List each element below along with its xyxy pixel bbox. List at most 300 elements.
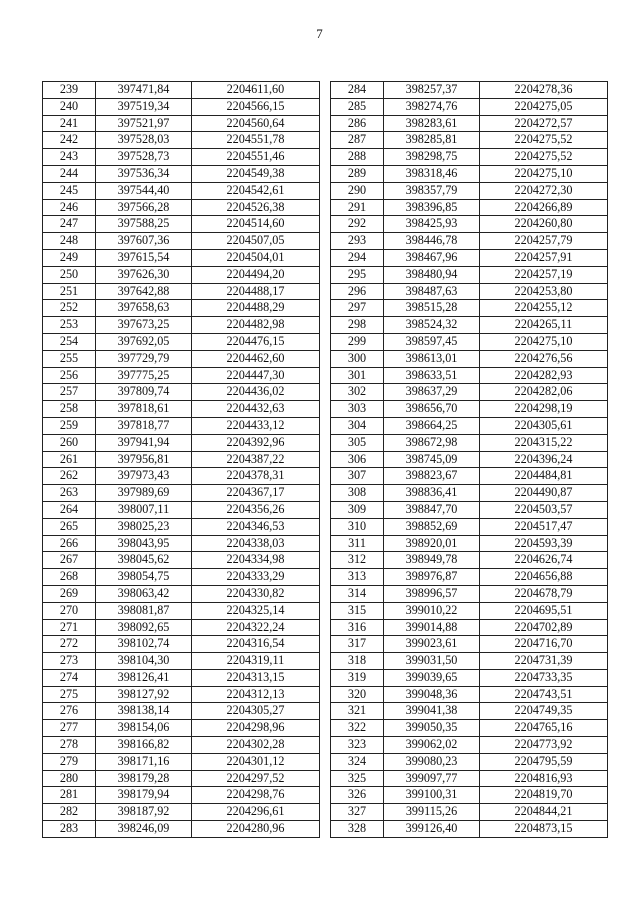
table-row xyxy=(331,451,608,468)
x-coordinate-cell: 398092,65 xyxy=(96,619,192,636)
point-number-cell: 323 xyxy=(331,737,384,754)
point-number-cell: 311 xyxy=(331,535,384,552)
x-coordinate-cell: 397973,43 xyxy=(96,468,192,485)
y-coordinate-cell: 2204593,39 xyxy=(480,535,608,552)
point-number-cell: 322 xyxy=(331,720,384,737)
table-row xyxy=(43,753,320,770)
point-number-cell: 273 xyxy=(43,653,96,670)
table-row xyxy=(43,417,320,434)
y-coordinate-cell: 2204494,20 xyxy=(192,266,320,283)
y-coordinate-cell: 2204716,70 xyxy=(480,636,608,653)
table-row xyxy=(331,720,608,737)
x-coordinate-cell: 397775,25 xyxy=(96,367,192,384)
x-coordinate-cell: 398745,09 xyxy=(384,451,480,468)
x-coordinate-cell: 397471,84 xyxy=(96,82,192,99)
table-row xyxy=(331,350,608,367)
point-number-cell: 325 xyxy=(331,770,384,787)
y-coordinate-cell: 2204280,96 xyxy=(192,821,320,838)
y-coordinate-cell: 2204695,51 xyxy=(480,602,608,619)
x-coordinate-cell: 399126,40 xyxy=(384,821,480,838)
point-number-cell: 288 xyxy=(331,149,384,166)
table-row xyxy=(331,485,608,502)
x-coordinate-cell: 398847,70 xyxy=(384,501,480,518)
table-row xyxy=(43,636,320,653)
table-row xyxy=(43,82,320,99)
x-coordinate-cell: 399010,22 xyxy=(384,602,480,619)
x-coordinate-cell: 397956,81 xyxy=(96,451,192,468)
table-row xyxy=(43,669,320,686)
table-row xyxy=(43,569,320,586)
table-row xyxy=(331,165,608,182)
y-coordinate-cell: 2204549,38 xyxy=(192,165,320,182)
x-coordinate-cell: 397607,36 xyxy=(96,233,192,250)
y-coordinate-cell: 2204296,61 xyxy=(192,804,320,821)
y-coordinate-cell: 2204325,14 xyxy=(192,602,320,619)
point-number-cell: 328 xyxy=(331,821,384,838)
y-coordinate-cell: 2204514,60 xyxy=(192,216,320,233)
table-row xyxy=(43,468,320,485)
point-number-cell: 250 xyxy=(43,266,96,283)
table-row xyxy=(331,552,608,569)
point-number-cell: 294 xyxy=(331,249,384,266)
point-number-cell: 253 xyxy=(43,317,96,334)
table-row xyxy=(331,216,608,233)
table-row xyxy=(331,619,608,636)
table-row xyxy=(43,350,320,367)
table-row xyxy=(331,98,608,115)
point-number-cell: 286 xyxy=(331,115,384,132)
x-coordinate-cell: 398633,51 xyxy=(384,367,480,384)
x-coordinate-cell: 399041,38 xyxy=(384,703,480,720)
point-number-cell: 309 xyxy=(331,501,384,518)
x-coordinate-cell: 398480,94 xyxy=(384,266,480,283)
table-row xyxy=(43,434,320,451)
x-coordinate-cell: 397818,77 xyxy=(96,417,192,434)
x-coordinate-cell: 399100,31 xyxy=(384,787,480,804)
point-number-cell: 254 xyxy=(43,333,96,350)
point-number-cell: 281 xyxy=(43,787,96,804)
point-number-cell: 299 xyxy=(331,333,384,350)
point-number-cell: 300 xyxy=(331,350,384,367)
table-row xyxy=(43,367,320,384)
x-coordinate-cell: 398187,92 xyxy=(96,804,192,821)
table-row xyxy=(43,804,320,821)
y-coordinate-cell: 2204302,28 xyxy=(192,737,320,754)
x-coordinate-cell: 398126,41 xyxy=(96,669,192,686)
x-coordinate-cell: 397528,03 xyxy=(96,132,192,149)
x-coordinate-cell: 398487,63 xyxy=(384,283,480,300)
y-coordinate-cell: 2204305,61 xyxy=(480,417,608,434)
table-row xyxy=(43,300,320,317)
point-number-cell: 274 xyxy=(43,669,96,686)
x-coordinate-cell: 397519,34 xyxy=(96,98,192,115)
table-row xyxy=(43,787,320,804)
x-coordinate-cell: 397642,88 xyxy=(96,283,192,300)
x-coordinate-cell: 399097,77 xyxy=(384,770,480,787)
table-row xyxy=(43,333,320,350)
y-coordinate-cell: 2204484,81 xyxy=(480,468,608,485)
table-row xyxy=(331,233,608,250)
x-coordinate-cell: 398613,01 xyxy=(384,350,480,367)
x-coordinate-cell: 398179,94 xyxy=(96,787,192,804)
x-coordinate-cell: 399014,88 xyxy=(384,619,480,636)
point-number-cell: 280 xyxy=(43,770,96,787)
point-number-cell: 284 xyxy=(331,82,384,99)
point-number-cell: 241 xyxy=(43,115,96,132)
point-number-cell: 327 xyxy=(331,804,384,821)
y-coordinate-cell: 2204743,51 xyxy=(480,686,608,703)
x-coordinate-cell: 398154,06 xyxy=(96,720,192,737)
table-row xyxy=(43,283,320,300)
x-coordinate-cell: 397588,25 xyxy=(96,216,192,233)
point-number-cell: 291 xyxy=(331,199,384,216)
x-coordinate-cell: 398104,30 xyxy=(96,653,192,670)
x-coordinate-cell: 398664,25 xyxy=(384,417,480,434)
point-number-cell: 263 xyxy=(43,485,96,502)
x-coordinate-cell: 398318,46 xyxy=(384,165,480,182)
point-number-cell: 271 xyxy=(43,619,96,636)
x-coordinate-cell: 398045,62 xyxy=(96,552,192,569)
table-row xyxy=(43,737,320,754)
y-coordinate-cell: 2204333,29 xyxy=(192,569,320,586)
table-row xyxy=(331,317,608,334)
table-row xyxy=(43,182,320,199)
x-coordinate-cell: 398836,41 xyxy=(384,485,480,502)
point-number-cell: 260 xyxy=(43,434,96,451)
y-coordinate-cell: 2204266,89 xyxy=(480,199,608,216)
y-coordinate-cell: 2204298,19 xyxy=(480,401,608,418)
point-number-cell: 287 xyxy=(331,132,384,149)
table-row xyxy=(43,132,320,149)
point-number-cell: 295 xyxy=(331,266,384,283)
x-coordinate-cell: 398656,70 xyxy=(384,401,480,418)
point-number-cell: 313 xyxy=(331,569,384,586)
y-coordinate-cell: 2204278,36 xyxy=(480,82,608,99)
x-coordinate-cell: 398102,74 xyxy=(96,636,192,653)
point-number-cell: 310 xyxy=(331,518,384,535)
x-coordinate-cell: 398920,01 xyxy=(384,535,480,552)
point-number-cell: 276 xyxy=(43,703,96,720)
point-number-cell: 245 xyxy=(43,182,96,199)
y-coordinate-cell: 2204276,56 xyxy=(480,350,608,367)
x-coordinate-cell: 398257,37 xyxy=(384,82,480,99)
table-row xyxy=(331,636,608,653)
x-coordinate-cell: 398852,69 xyxy=(384,518,480,535)
table-row xyxy=(43,233,320,250)
table-row xyxy=(43,98,320,115)
x-coordinate-cell: 398823,67 xyxy=(384,468,480,485)
y-coordinate-cell: 2204844,21 xyxy=(480,804,608,821)
x-coordinate-cell: 397989,69 xyxy=(96,485,192,502)
point-number-cell: 318 xyxy=(331,653,384,670)
x-coordinate-cell: 398446,78 xyxy=(384,233,480,250)
point-number-cell: 239 xyxy=(43,82,96,99)
table-row xyxy=(43,821,320,838)
point-number-cell: 242 xyxy=(43,132,96,149)
x-coordinate-cell: 397673,25 xyxy=(96,317,192,334)
y-coordinate-cell: 2204312,13 xyxy=(192,686,320,703)
point-number-cell: 266 xyxy=(43,535,96,552)
y-coordinate-cell: 2204387,22 xyxy=(192,451,320,468)
table-row xyxy=(331,367,608,384)
table-row xyxy=(43,720,320,737)
y-coordinate-cell: 2204275,10 xyxy=(480,333,608,350)
x-coordinate-cell: 398672,98 xyxy=(384,434,480,451)
point-number-cell: 289 xyxy=(331,165,384,182)
y-coordinate-cell: 2204542,61 xyxy=(192,182,320,199)
point-number-cell: 256 xyxy=(43,367,96,384)
table-row xyxy=(331,737,608,754)
y-coordinate-cell: 2204265,11 xyxy=(480,317,608,334)
x-coordinate-cell: 399023,61 xyxy=(384,636,480,653)
table-row xyxy=(331,300,608,317)
x-coordinate-cell: 398396,85 xyxy=(384,199,480,216)
x-coordinate-cell: 398949,78 xyxy=(384,552,480,569)
table-row xyxy=(331,569,608,586)
point-number-cell: 301 xyxy=(331,367,384,384)
point-number-cell: 251 xyxy=(43,283,96,300)
table-row xyxy=(331,703,608,720)
y-coordinate-cell: 2204282,93 xyxy=(480,367,608,384)
x-coordinate-cell: 397521,97 xyxy=(96,115,192,132)
table-row xyxy=(331,821,608,838)
y-coordinate-cell: 2204816,93 xyxy=(480,770,608,787)
point-number-cell: 282 xyxy=(43,804,96,821)
point-number-cell: 249 xyxy=(43,249,96,266)
table-row xyxy=(331,283,608,300)
y-coordinate-cell: 2204338,03 xyxy=(192,535,320,552)
table-row xyxy=(331,585,608,602)
table-row xyxy=(43,401,320,418)
x-coordinate-cell: 398425,93 xyxy=(384,216,480,233)
table-row xyxy=(43,266,320,283)
y-coordinate-cell: 2204322,24 xyxy=(192,619,320,636)
y-coordinate-cell: 2204378,31 xyxy=(192,468,320,485)
x-coordinate-cell: 399080,23 xyxy=(384,753,480,770)
x-coordinate-cell: 397941,94 xyxy=(96,434,192,451)
point-number-cell: 275 xyxy=(43,686,96,703)
y-coordinate-cell: 2204253,80 xyxy=(480,283,608,300)
point-number-cell: 269 xyxy=(43,585,96,602)
table-row xyxy=(43,518,320,535)
y-coordinate-cell: 2204392,96 xyxy=(192,434,320,451)
point-number-cell: 303 xyxy=(331,401,384,418)
table-row xyxy=(331,804,608,821)
x-coordinate-cell: 398166,82 xyxy=(96,737,192,754)
table-row xyxy=(43,165,320,182)
y-coordinate-cell: 2204503,57 xyxy=(480,501,608,518)
point-number-cell: 279 xyxy=(43,753,96,770)
table-row xyxy=(331,653,608,670)
x-coordinate-cell: 397818,61 xyxy=(96,401,192,418)
point-number-cell: 321 xyxy=(331,703,384,720)
y-coordinate-cell: 2204319,11 xyxy=(192,653,320,670)
table-row xyxy=(43,485,320,502)
y-coordinate-cell: 2204678,79 xyxy=(480,585,608,602)
point-number-cell: 319 xyxy=(331,669,384,686)
x-coordinate-cell: 397658,63 xyxy=(96,300,192,317)
y-coordinate-cell: 2204462,60 xyxy=(192,350,320,367)
table-row xyxy=(331,535,608,552)
table-row xyxy=(331,501,608,518)
table-row xyxy=(43,602,320,619)
table-row xyxy=(331,468,608,485)
x-coordinate-cell: 397615,54 xyxy=(96,249,192,266)
point-number-cell: 278 xyxy=(43,737,96,754)
x-coordinate-cell: 398007,11 xyxy=(96,501,192,518)
x-coordinate-cell: 398283,61 xyxy=(384,115,480,132)
y-coordinate-cell: 2204702,89 xyxy=(480,619,608,636)
point-number-cell: 298 xyxy=(331,317,384,334)
point-number-cell: 308 xyxy=(331,485,384,502)
point-number-cell: 324 xyxy=(331,753,384,770)
x-coordinate-cell: 398063,42 xyxy=(96,585,192,602)
point-number-cell: 293 xyxy=(331,233,384,250)
x-coordinate-cell: 398043,95 xyxy=(96,535,192,552)
point-number-cell: 262 xyxy=(43,468,96,485)
x-coordinate-cell: 399050,35 xyxy=(384,720,480,737)
point-number-cell: 304 xyxy=(331,417,384,434)
x-coordinate-cell: 398467,96 xyxy=(384,249,480,266)
x-coordinate-cell: 398179,28 xyxy=(96,770,192,787)
x-coordinate-cell: 398138,14 xyxy=(96,703,192,720)
point-number-cell: 277 xyxy=(43,720,96,737)
table-row xyxy=(43,653,320,670)
y-coordinate-cell: 2204275,52 xyxy=(480,149,608,166)
y-coordinate-cell: 2204476,15 xyxy=(192,333,320,350)
y-coordinate-cell: 2204255,12 xyxy=(480,300,608,317)
point-number-cell: 246 xyxy=(43,199,96,216)
table-row xyxy=(331,115,608,132)
x-coordinate-cell: 399062,02 xyxy=(384,737,480,754)
table-row xyxy=(331,333,608,350)
y-coordinate-cell: 2204301,12 xyxy=(192,753,320,770)
y-coordinate-cell: 2204356,26 xyxy=(192,501,320,518)
table-row xyxy=(43,384,320,401)
table-row xyxy=(331,770,608,787)
y-coordinate-cell: 2204297,52 xyxy=(192,770,320,787)
x-coordinate-cell: 398025,23 xyxy=(96,518,192,535)
x-coordinate-cell: 397692,05 xyxy=(96,333,192,350)
x-coordinate-cell: 399031,50 xyxy=(384,653,480,670)
y-coordinate-cell: 2204447,30 xyxy=(192,367,320,384)
y-coordinate-cell: 2204305,27 xyxy=(192,703,320,720)
table-row xyxy=(331,518,608,535)
point-number-cell: 292 xyxy=(331,216,384,233)
table-row xyxy=(43,619,320,636)
point-number-cell: 244 xyxy=(43,165,96,182)
page-number: 7 xyxy=(316,26,323,41)
x-coordinate-cell: 397528,73 xyxy=(96,149,192,166)
table-row xyxy=(331,266,608,283)
y-coordinate-cell: 2204257,91 xyxy=(480,249,608,266)
y-coordinate-cell: 2204346,53 xyxy=(192,518,320,535)
point-number-cell: 268 xyxy=(43,569,96,586)
y-coordinate-cell: 2204272,57 xyxy=(480,115,608,132)
y-coordinate-cell: 2204765,16 xyxy=(480,720,608,737)
y-coordinate-cell: 2204272,30 xyxy=(480,182,608,199)
y-coordinate-cell: 2204795,59 xyxy=(480,753,608,770)
y-coordinate-cell: 2204313,15 xyxy=(192,669,320,686)
table-row xyxy=(331,434,608,451)
x-coordinate-cell: 398524,32 xyxy=(384,317,480,334)
point-number-cell: 305 xyxy=(331,434,384,451)
y-coordinate-cell: 2204298,76 xyxy=(192,787,320,804)
table-row xyxy=(43,585,320,602)
point-number-cell: 261 xyxy=(43,451,96,468)
point-number-cell: 326 xyxy=(331,787,384,804)
point-number-cell: 314 xyxy=(331,585,384,602)
x-coordinate-cell: 398515,28 xyxy=(384,300,480,317)
y-coordinate-cell: 2204367,17 xyxy=(192,485,320,502)
table-row xyxy=(43,451,320,468)
table-row xyxy=(331,149,608,166)
y-coordinate-cell: 2204733,35 xyxy=(480,669,608,686)
point-number-cell: 317 xyxy=(331,636,384,653)
point-number-cell: 320 xyxy=(331,686,384,703)
point-number-cell: 247 xyxy=(43,216,96,233)
x-coordinate-cell: 398597,45 xyxy=(384,333,480,350)
table-row xyxy=(43,199,320,216)
table-row xyxy=(331,132,608,149)
y-coordinate-cell: 2204551,46 xyxy=(192,149,320,166)
table-row xyxy=(331,787,608,804)
x-coordinate-cell: 397809,74 xyxy=(96,384,192,401)
y-coordinate-cell: 2204282,06 xyxy=(480,384,608,401)
y-coordinate-cell: 2204315,22 xyxy=(480,434,608,451)
y-coordinate-cell: 2204526,38 xyxy=(192,199,320,216)
y-coordinate-cell: 2204560,64 xyxy=(192,115,320,132)
point-number-cell: 296 xyxy=(331,283,384,300)
y-coordinate-cell: 2204551,78 xyxy=(192,132,320,149)
point-number-cell: 285 xyxy=(331,98,384,115)
point-number-cell: 270 xyxy=(43,602,96,619)
point-number-cell: 315 xyxy=(331,602,384,619)
table-row xyxy=(43,317,320,334)
x-coordinate-cell: 398357,79 xyxy=(384,182,480,199)
y-coordinate-cell: 2204749,35 xyxy=(480,703,608,720)
point-number-cell: 312 xyxy=(331,552,384,569)
table-row xyxy=(43,216,320,233)
x-coordinate-cell: 398127,92 xyxy=(96,686,192,703)
y-coordinate-cell: 2204611,60 xyxy=(192,82,320,99)
point-number-cell: 306 xyxy=(331,451,384,468)
x-coordinate-cell: 398054,75 xyxy=(96,569,192,586)
point-number-cell: 259 xyxy=(43,417,96,434)
y-coordinate-cell: 2204257,19 xyxy=(480,266,608,283)
y-coordinate-cell: 2204298,96 xyxy=(192,720,320,737)
y-coordinate-cell: 2204731,39 xyxy=(480,653,608,670)
table-row xyxy=(331,249,608,266)
y-coordinate-cell: 2204507,05 xyxy=(192,233,320,250)
x-coordinate-cell: 398285,81 xyxy=(384,132,480,149)
x-coordinate-cell: 397626,30 xyxy=(96,266,192,283)
point-number-cell: 243 xyxy=(43,149,96,166)
coordinates-table-left xyxy=(42,81,320,838)
table-row xyxy=(331,753,608,770)
point-number-cell: 248 xyxy=(43,233,96,250)
point-number-cell: 252 xyxy=(43,300,96,317)
point-number-cell: 257 xyxy=(43,384,96,401)
table-row xyxy=(43,115,320,132)
y-coordinate-cell: 2204396,24 xyxy=(480,451,608,468)
table-row xyxy=(331,602,608,619)
table-row xyxy=(331,417,608,434)
table-row xyxy=(43,535,320,552)
y-coordinate-cell: 2204436,02 xyxy=(192,384,320,401)
x-coordinate-cell: 399039,65 xyxy=(384,669,480,686)
y-coordinate-cell: 2204432,63 xyxy=(192,401,320,418)
